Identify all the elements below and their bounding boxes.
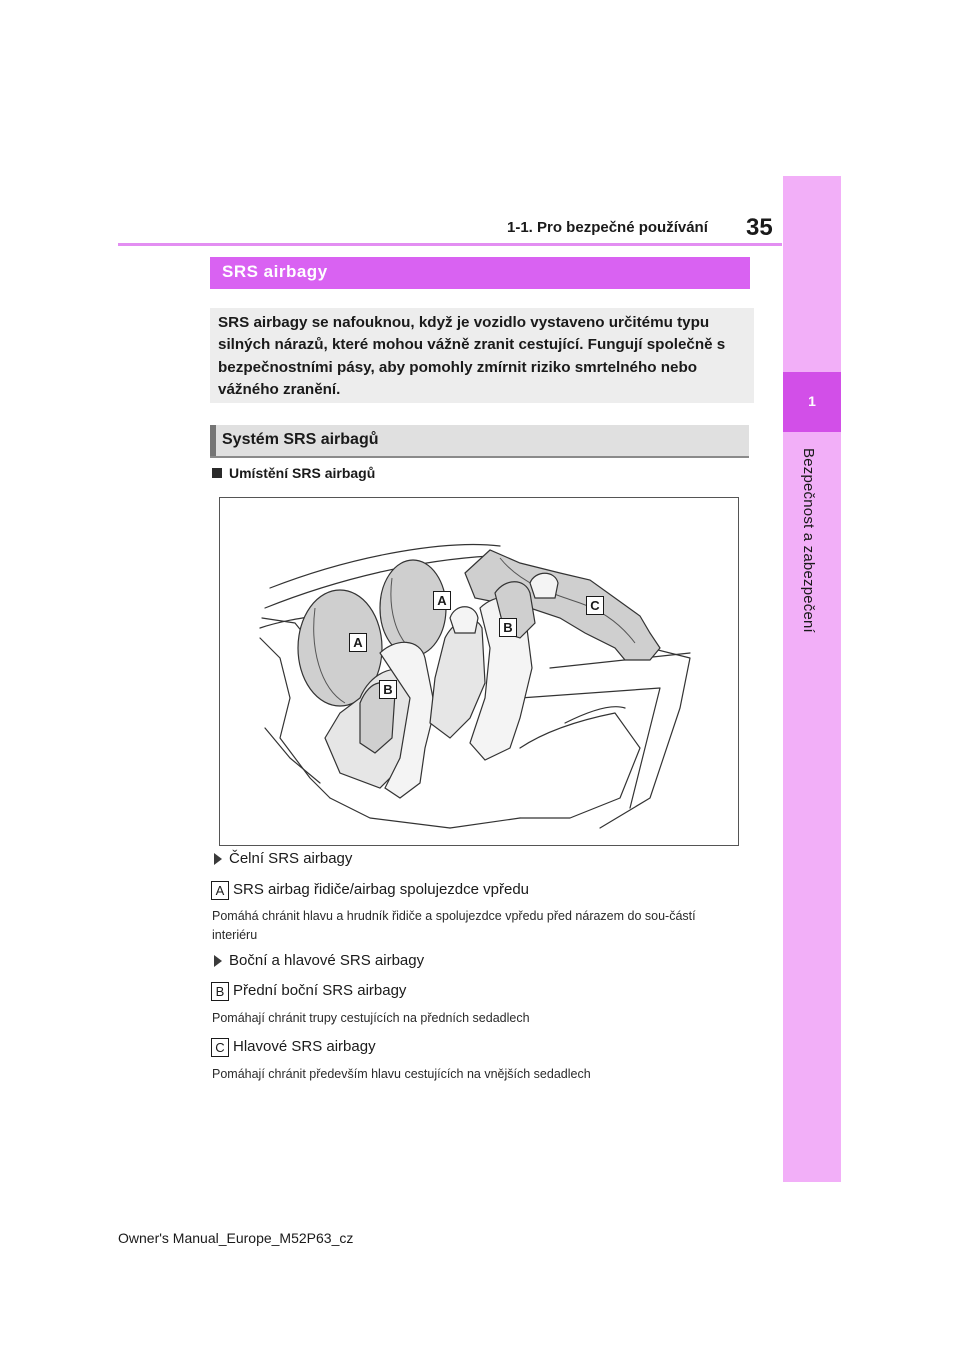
item-description: Pomáhá chránit hlavu a hrudník řidiče a spolujezdce vpředu před nárazem do sou-částí interiéru [212,909,696,942]
item-label: Přední boční SRS airbagy [233,982,407,999]
item-label: Hlavové SRS airbagy [233,1038,376,1055]
item-label: SRS airbag řidiče/airbag spolujezdce vpředu [233,881,530,898]
item-letter-badge: B [211,982,229,1001]
airbag-illustration [219,497,739,846]
callout-label: C [586,596,604,615]
footer-text: Owner's Manual_Europe_M52P63_cz [118,1230,354,1246]
group-heading: Čelní SRS airbagy [229,850,353,867]
item-letter-badge: A [211,881,229,900]
item-letter-badge: C [211,1038,229,1057]
callout-label: A [433,591,451,610]
triangle-bullet-icon [214,955,222,967]
header-rule [118,243,782,246]
callout-label: A [349,633,367,652]
intro-text: SRS airbagy se nafouknou, když je vozidlo vystaveno určitému typu silných nárazů, které mohou vážně zranit cestující. Fungují společně s bezpečnostními pásy, aby pomohly zmírnit riziko smrtelného nebo vážného zranění. [218,314,726,399]
bullet-heading: Umístění SRS airbagů [229,465,376,481]
item-description: Pomáhají chránit především hlavu cestujících na vnějších sedadlech [212,1067,591,1081]
airbag-illustration-drawing [220,498,740,847]
callout-label: B [379,680,397,699]
page-number: 35 [746,214,773,241]
bullet-square-icon [212,468,222,478]
group-heading: Boční a hlavové SRS airbagy [229,952,425,969]
windshield-line [265,556,490,608]
page-title: SRS airbagy [222,262,328,281]
subsection-rule [210,456,749,458]
triangle-bullet-icon [214,853,222,865]
callout-label: B [499,618,517,637]
subsection-accent [210,425,216,456]
subsection-title: Systém SRS airbagů [222,431,379,448]
side-tab-strip [783,176,841,1182]
section-reference: 1-1. Pro bezpečné používání [507,219,708,236]
chapter-title: Bezpečnost a zabezpečení [800,448,817,633]
chapter-number: 1 [808,393,816,409]
item-description: Pomáhají chránit trupy cestujících na předních sedadlech [212,1011,530,1025]
